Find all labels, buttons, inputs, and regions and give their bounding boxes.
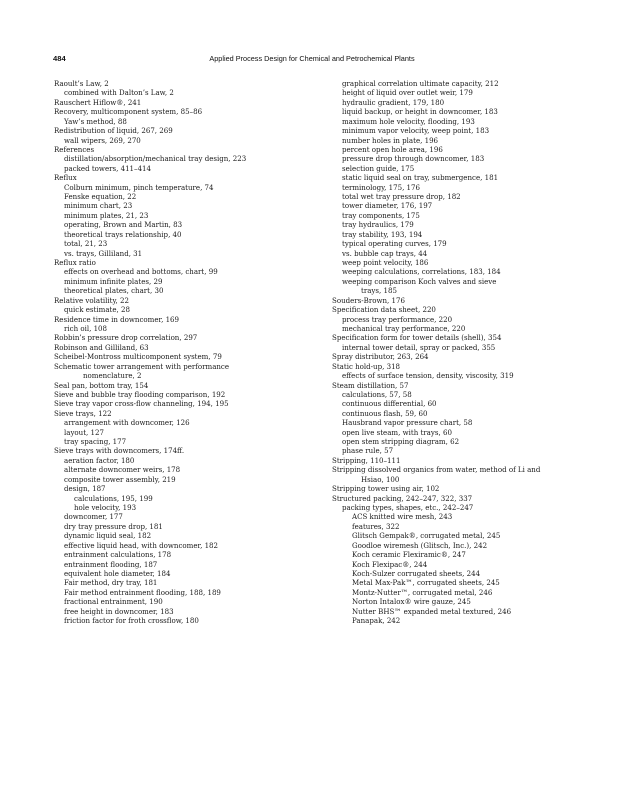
index-entry: Residence time in downcomer, 169 bbox=[54, 314, 180, 324]
index-entry: design, 187 bbox=[64, 484, 106, 494]
index-entry: Norton Intalox® wire gauze, 245 bbox=[352, 597, 471, 607]
index-entry: minimum infinite plates, 29 bbox=[64, 276, 163, 286]
index-entry: Fair method entrainment flooding, 188, 189 bbox=[64, 587, 221, 597]
index-entry: composite tower assembly, 219 bbox=[64, 474, 176, 484]
index-entry: fractional entrainment, 190 bbox=[64, 597, 163, 607]
index-entry: free height in downcomer, 183 bbox=[64, 606, 174, 616]
index-entry: Hsiao, 100 bbox=[361, 474, 400, 484]
index-entry: distillation/absorption/mechanical tray design, 223 bbox=[64, 154, 247, 164]
index-entry: entrainment flooding, 187 bbox=[64, 559, 158, 569]
index-entry: tray spacing, 177 bbox=[64, 437, 127, 447]
index-entry: process tray performance, 220 bbox=[342, 314, 453, 324]
index-entry: Sieve trays with downcomers, 174ff. bbox=[54, 446, 185, 456]
index-entry: Robbin’s pressure drop correlation, 297 bbox=[54, 333, 198, 343]
index-entry: height of liquid over outlet weir, 179 bbox=[342, 88, 473, 98]
index-entry: Raoult’s Law, 2 bbox=[54, 79, 109, 88]
index-entry: Redistribution of liquid, 267, 269 bbox=[54, 126, 173, 136]
index-entry: Steam distillation, 57 bbox=[332, 380, 409, 390]
index-entry: aeration factor, 180 bbox=[64, 455, 135, 465]
index-entry: effects on overhead and bottoms, chart, 99 bbox=[64, 267, 218, 277]
index-entry: pressure drop through downcomer, 183 bbox=[342, 154, 485, 164]
index-entry: operating, Brown and Martin, 83 bbox=[64, 220, 183, 230]
index-entry: terminology, 175, 176 bbox=[342, 182, 421, 192]
index-entry: calculations, 57, 58 bbox=[342, 389, 412, 399]
index-entry: nomenclature, 2 bbox=[83, 371, 142, 381]
index-entry: phase rule, 57 bbox=[342, 446, 394, 456]
index-entry: internal tower detail, spray or packed, 355 bbox=[342, 342, 496, 352]
index-entry: Montz-Nutter™, corrugated metal, 246 bbox=[352, 587, 493, 597]
index-entry: References bbox=[54, 144, 95, 154]
index-entry: Structured packing, 242–247, 322, 337 bbox=[332, 493, 473, 503]
index-entry: arrangement with downcomer, 126 bbox=[64, 418, 190, 428]
index-entry: friction factor for froth crossflow, 180 bbox=[64, 616, 199, 626]
page-header bbox=[53, 54, 571, 66]
index-entry: Stripping dissolved organics from water, method of Li and bbox=[332, 465, 541, 475]
index-entry: downcomer, 177 bbox=[64, 512, 123, 522]
index-entry: Koch-Sulzer corrugated sheets, 244 bbox=[352, 568, 481, 578]
index-entry: effective liquid head, with downcomer, 182 bbox=[64, 540, 219, 550]
index-entry: Reflux bbox=[54, 173, 77, 183]
index-entry: vs. trays, Gilliland, 31 bbox=[64, 248, 143, 258]
index-entry: Goodloe wiremesh (Glitsch, Inc.), 242 bbox=[352, 540, 488, 550]
index-entry: calculations, 195, 199 bbox=[74, 493, 153, 503]
index-entry: minimum vapor velocity, weep point, 183 bbox=[342, 126, 490, 136]
index-entry: Metal Max-Pak™, corrugated sheets, 245 bbox=[352, 578, 500, 588]
index-column-right bbox=[332, 79, 582, 625]
index-entry: Recovery, multicomponent system, 85–86 bbox=[54, 107, 203, 117]
index-entry: Relative volatility, 22 bbox=[54, 295, 130, 305]
index-entry: Nutter BHS™ expanded metal textured, 246 bbox=[352, 606, 512, 616]
index-entry: open live steam, with trays, 60 bbox=[342, 427, 452, 437]
index-entry: theoretical trays relationship, 40 bbox=[64, 229, 182, 239]
index-entry: weeping calculations, correlations, 183, 184 bbox=[342, 267, 501, 277]
index-entry: Schematic tower arrangement with performance bbox=[54, 361, 230, 371]
index-entry: continuous differential, 60 bbox=[342, 399, 437, 409]
index-entry: Sieve tray vapor cross-flow channeling, 194, 195 bbox=[54, 399, 229, 409]
index-entry: Koch Flexipac®, 244 bbox=[352, 559, 428, 569]
index-entry: layout, 127 bbox=[64, 427, 104, 437]
index-entry: effects of surface tension, density, viscosity, 319 bbox=[342, 371, 514, 381]
index-entry: percent open hole area, 196 bbox=[342, 144, 443, 154]
index-entry: Sieve and bubble tray flooding comparison, 192 bbox=[54, 389, 226, 399]
index-entry: theoretical plates, chart, 30 bbox=[64, 286, 164, 296]
index-entry: graphical correlation ultimate capacity, 212 bbox=[342, 79, 499, 88]
index-entry: total wet tray pressure drop, 182 bbox=[342, 192, 461, 202]
index-entry: packing types, shapes, etc., 242–247 bbox=[342, 502, 474, 512]
index-entry: trays, 185 bbox=[361, 286, 397, 296]
index-entry: Seal pan, bottom tray, 154 bbox=[54, 380, 149, 390]
index-column-left bbox=[54, 79, 319, 625]
index-entry: Koch ceramic Flexiramic®, 247 bbox=[352, 550, 466, 560]
index-entry: maximum hole velocity, flooding, 193 bbox=[342, 116, 475, 126]
index-entry: hole velocity, 193 bbox=[74, 502, 137, 512]
index-entry: static liquid seal on tray, submergence, 181 bbox=[342, 173, 499, 183]
index-entry: Rauschert Hiflow®, 241 bbox=[54, 97, 142, 107]
index-entry: tray components, 175 bbox=[342, 210, 420, 220]
index-entry: tray stability, 193, 194 bbox=[342, 229, 423, 239]
index-entry: rich oil, 108 bbox=[64, 323, 108, 333]
index-entry: hydraulic gradient, 179, 180 bbox=[342, 97, 445, 107]
index-entry: packed towers, 411–414 bbox=[64, 163, 152, 173]
index-entry: quick estimate, 28 bbox=[64, 305, 130, 315]
index-entry: Panapak, 242 bbox=[352, 616, 401, 626]
index-entry: Specification form for tower details (shell), 354 bbox=[332, 333, 502, 343]
index-entry: mechanical tray performance, 220 bbox=[342, 323, 466, 333]
index-entry: Glitsch Gempak®, corrugated metal, 245 bbox=[352, 531, 501, 541]
index-entry: Stripping, 110–111 bbox=[332, 455, 401, 465]
index-entry: Sieve trays, 122 bbox=[54, 408, 112, 418]
index-entry: tower diameter, 176, 197 bbox=[342, 201, 433, 211]
index-entry: vs. bubble cap trays, 44 bbox=[342, 248, 428, 258]
index-entry: alternate downcomer weirs, 178 bbox=[64, 465, 181, 475]
index-entry: total, 21, 23 bbox=[64, 239, 108, 249]
index-entry: Robinson and Gilliland, 63 bbox=[54, 342, 149, 352]
index-entry: tray hydraulics, 179 bbox=[342, 220, 414, 230]
index-entry: open stem stripping diagram, 62 bbox=[342, 437, 460, 447]
index-entry: Static hold-up, 318 bbox=[332, 361, 401, 371]
index-entry: wall wipers, 269, 270 bbox=[64, 135, 141, 145]
index-entry: Reflux ratio bbox=[54, 258, 96, 268]
index-entry: continuous flash, 59, 60 bbox=[342, 408, 428, 418]
index-entry: Yaw’s method, 88 bbox=[64, 116, 127, 126]
page-number: 484 bbox=[53, 54, 66, 63]
index-entry: combined with Dalton’s Law, 2 bbox=[64, 88, 174, 98]
index-entry: Spray distributor, 263, 264 bbox=[332, 352, 429, 362]
index-entry: Scheibel-Montross multicomponent system, 79 bbox=[54, 352, 222, 362]
index-entry: Fair method, dry tray, 181 bbox=[64, 578, 158, 588]
index-entry: Colburn minimum, pinch temperature, 74 bbox=[64, 182, 214, 192]
index-entry: weep point velocity, 186 bbox=[342, 258, 429, 268]
index-entry: Specification data sheet, 220 bbox=[332, 305, 436, 315]
index-entry: Fenske equation, 22 bbox=[64, 192, 137, 202]
running-title: Applied Process Design for Chemical and Petrochemical Plants bbox=[209, 54, 415, 63]
index-entry: selection guide, 175 bbox=[342, 163, 415, 173]
index-entry: equivalent hole diameter, 184 bbox=[64, 568, 171, 578]
index-entry: minimum plates, 21, 23 bbox=[64, 210, 149, 220]
index-entry: entrainment calculations, 178 bbox=[64, 550, 172, 560]
index-entry: Stripping tower using air, 102 bbox=[332, 484, 440, 494]
index-entry: Souders-Brown, 176 bbox=[332, 295, 405, 305]
index-entry: typical operating curves, 179 bbox=[342, 239, 447, 249]
index-entry: weeping comparison Koch valves and sieve bbox=[342, 276, 497, 286]
index-entry: minimum chart, 23 bbox=[64, 201, 133, 211]
index-entry: Hausbrand vapor pressure chart, 58 bbox=[342, 418, 473, 428]
index-entry: liquid backup, or height in downcomer, 183 bbox=[342, 107, 498, 117]
index-entry: dry tray pressure drop, 181 bbox=[64, 521, 163, 531]
index-entry: number holes in plate, 196 bbox=[342, 135, 439, 145]
index-entry: ACS knitted wire mesh, 243 bbox=[352, 512, 453, 522]
index-entry: features, 322 bbox=[352, 521, 400, 531]
index-entry: dynamic liquid seal, 182 bbox=[64, 531, 152, 541]
